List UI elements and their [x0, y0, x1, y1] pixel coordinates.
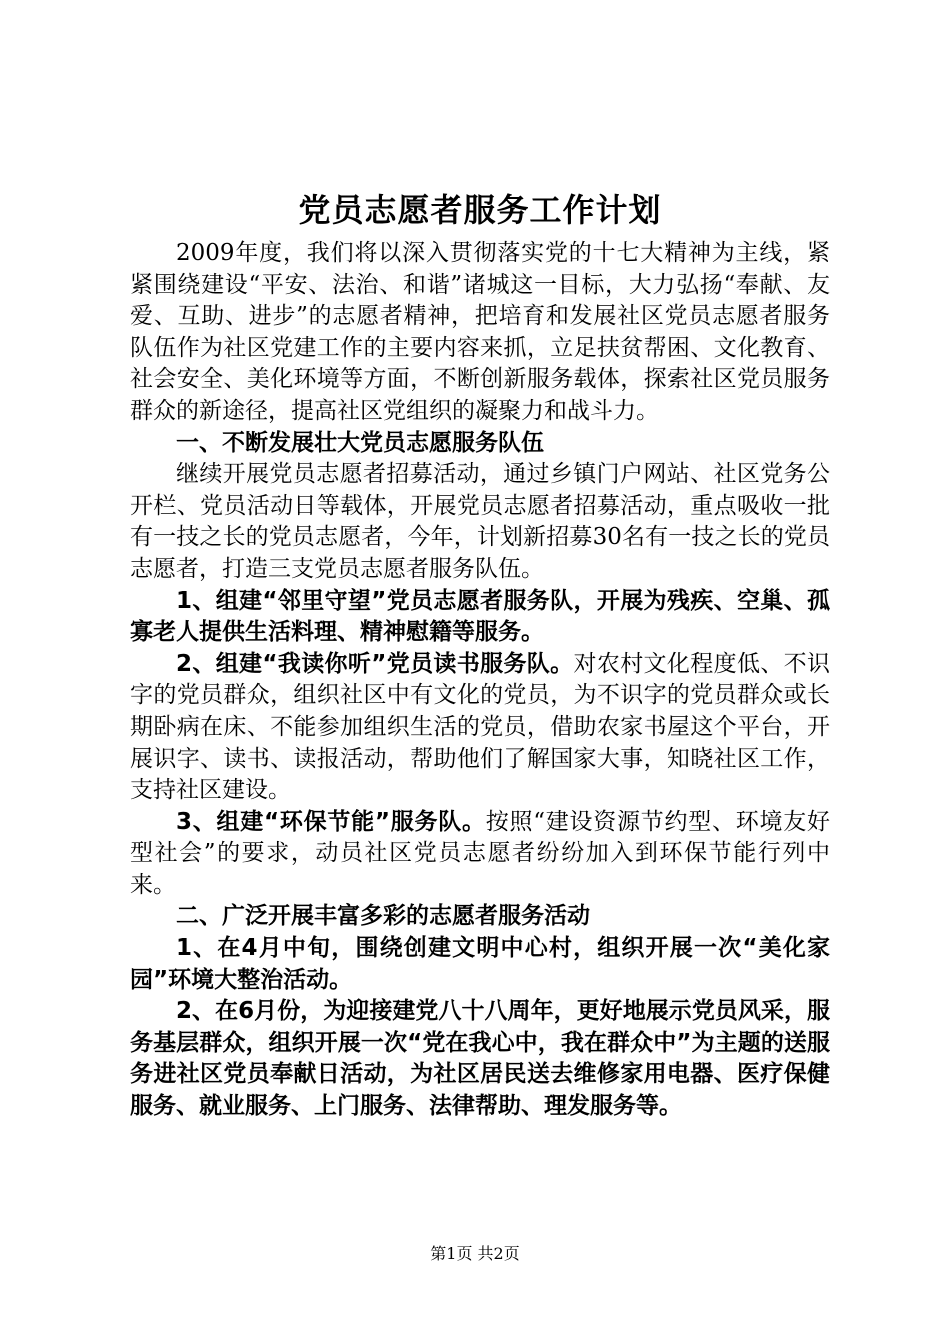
intro-paragraph: 2009年度，我们将以深入贯彻落实党的十七大精神为主线，紧紧围绕建设“平安、法治、和谐”诸城这一目标，大力弘扬“奉献、友爱、互助、进步”的志愿者精神，把培育和发展社区党员志愿者服务队伍作为社区党建工作的主要内容来抓，立足扶贫帮困、文化教育、社会安全、美化环境等方面，不断创新服务载体，探索社区党员服务群众的新途径，提高社区党组织的凝聚力和战斗力。 [130, 240, 830, 424]
section-2-heading: 二、广泛开展丰富多彩的志愿者服务活动 [176, 903, 590, 930]
document-page [130, 184, 830, 1123]
section-2-item-1: 1、在4月中旬，围绕创建文明中心村，组织开展一次“美化家园”环境大整治活动。 [130, 935, 830, 993]
section-1-item-2-body: 对农村文化程度低、不识字的党员群众，组织社区中有文化的党员，为不识字的党员群众或长期卧病在床、不能参加组织生活的党员，借助农家书屋这个平台，开展识字、读书、读报活动，帮助他们了解国家大事，知晓社区工作，支持社区建设。 [130, 650, 830, 804]
section-1-item-2 [130, 649, 830, 807]
document-title: 党员志愿者服务工作计划 [298, 191, 662, 229]
section-1-item-2-lead: 2、组建“我读你听”党员读书服务队。 [176, 650, 574, 677]
section-1-item-1: 1、组建“邻里守望”党员志愿者服务队，开展为残疾、空巢、孤寡老人提供生活料理、精神慰籍等服务。 [130, 587, 830, 646]
section-1-item-3 [130, 807, 830, 902]
section-1-heading: 一、不断发展壮大党员志愿服务队伍 [176, 429, 544, 456]
section-1-item-3-lead: 3、组建“环保节能”服务队。 [176, 808, 486, 835]
section-1-body: 继续开展党员志愿者招募活动，通过乡镇门户网站、社区党务公开栏、党员活动日等载体，开展党员志愿者招募活动，重点吸收一批有一技之长的党员志愿者，今年，计划新招募30名有一技之长的党员志愿者，打造三支党员志愿者服务队伍。 [130, 461, 830, 582]
section-2-item-2: 2、在6月份，为迎接建党八十八周年，更好地展示党员风采，服务基层群众，组织开展一次“党在我心中，我在群众中”为主题的送服务进社区党员奉献日活动，为社区居民送去维修家用电器、医疗保健服务、就业服务、上门服务、法律帮助、理发服务等。 [130, 998, 830, 1120]
section-1-item-3-body: 按照“建设资源节约型、环境友好型社会”的要求，动员社区党员志愿者纷纷加入到环保节能行列中来。 [130, 808, 830, 898]
page-number-footer: 第1页 共2页 [430, 1244, 520, 1263]
